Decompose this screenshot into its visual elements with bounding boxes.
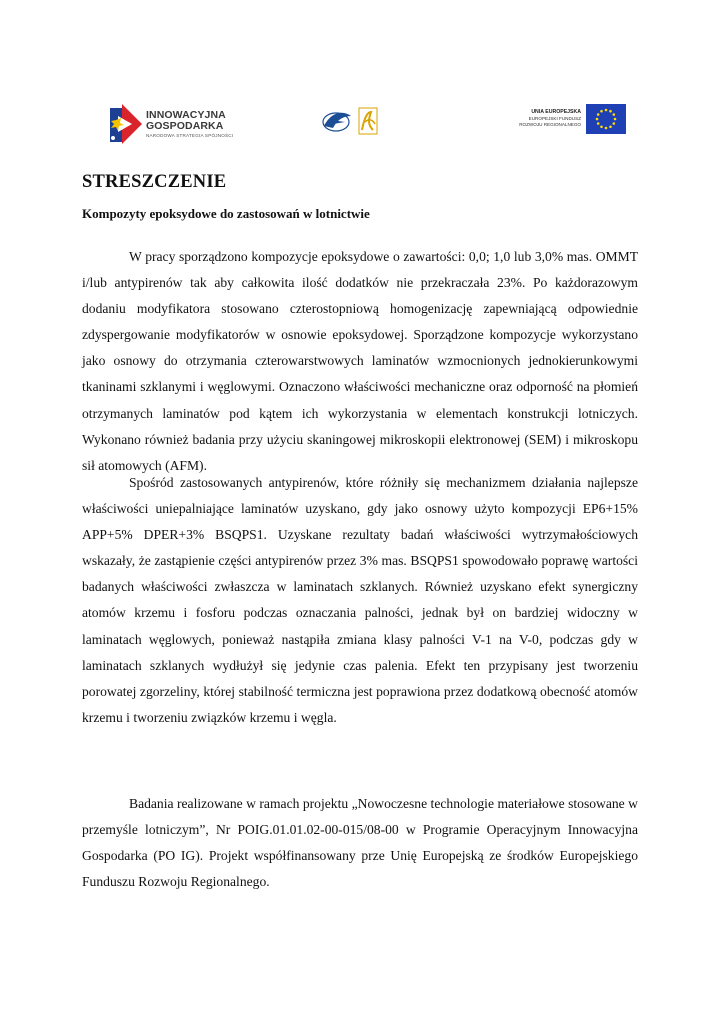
ig-logo-line1: INNOWACYJNA — [146, 109, 226, 121]
eu-flag-icon — [586, 104, 626, 134]
institute-logos — [321, 100, 381, 140]
abstract-paragraph-1: W pracy sporządzono kompozycje epoksydowe o zawartości: 0,0; 1,0 lub 3,0% mas. OMMT i/lub antypirenów tak aby całkowita ilość dodatków nie przekraczała 23%. Po każdorazowym dodaniu modyfikatora stosowano czterostopniową homogenizację zapewniającą odpowiednie zdyspergowanie modyfikatorów w osnowie epoksydowej. Sporządzone kompozycje wykorzystano jako osnowy do otrzymania czterowarstwowych laminatów wzmocnionych jednokierunkowymi tkaninami szklanymi i węglowymi. Oznaczono właściwości mechaniczne oraz odporność na płomień otrzymanych laminatów pod kątem ich wykorzystania w elementach konstrukcji lotniczych. Wykonano również badania przy użyciu skaningowej mikroskopii elektronowej (SEM) i mikroskopu sił atomowych (AFM). — [82, 249, 638, 473]
eu-logo-line1: UNIA EUROPEJSKA — [531, 109, 581, 115]
abstract-paragraph-2: Spośród zastosowanych antypirenów, które różniły się mechanizmem działania najlepsze właściwości uniepalniające laminatów uzyskano, gdy jako osnowy użyto kompozycji EP6+15% APP+5% DPER+3% BSQPS1. Uzyskane rezultaty badań właściwości wytrzymałościowych wskazały, że zastąpienie części antypirenów przez 3% mas. BSQPS1 spowodowało poprawę wartości badanych właściwości zwłaszcza w laminatach szklanych. Również uzyskano efekt synergiczny atomów krzemu i fosforu podczas oznaczania palności, jednak był on bardziej widoczny w laminatach węglowych, ponieważ nastąpiła zmiana klasy palności V-1 na V-0, podczas gdy w laminatach szklanych wydłużył się jedynie czas palenia. Efekt ten przypisany jest tworzeniu porowatej zgorzeliny, której stabilność termiczna jest poprawiona przez dodatkową obecność atomów krzemu i tworzeniu związków krzemu i węgla. — [82, 475, 638, 725]
eu-logo-line3: ROZWOJU REGIONALNEGO — [519, 122, 581, 127]
header-logos — [108, 100, 628, 150]
innowacyjna-gospodarka-emblem-icon — [108, 102, 144, 146]
aviation-bird-logo-icon — [321, 100, 381, 140]
eu-logo-line2: EUROPEJSKI FUNDUSZ — [528, 116, 581, 121]
ig-logo-line2: GOSPODARKA — [146, 120, 224, 132]
funding-paragraph: Badania realizowane w ramach projektu „Nowoczesne technologie materiałowe stosowane w przemyśle lotniczym”, Nr POIG.01.01.02-00-015/08-00 w Programie Operacyjnym Innowacyjna Gospodarka (PO IG). Projekt współfinansowany prze Unię Europejską ze środków Europejskiego Funduszu Rozwoju Regionalnego. — [82, 796, 638, 890]
document-subtitle: Kompozyty epoksydowe do zastosowań w lotnictwie — [82, 206, 370, 221]
eu-logo — [501, 104, 626, 136]
innowacyjna-gospodarka-logo — [108, 102, 258, 146]
ig-logo-line3: NARODOWA STRATEGIA SPÓJNOŚCI — [146, 133, 234, 138]
document-title: STRESZCZENIE — [82, 172, 227, 192]
